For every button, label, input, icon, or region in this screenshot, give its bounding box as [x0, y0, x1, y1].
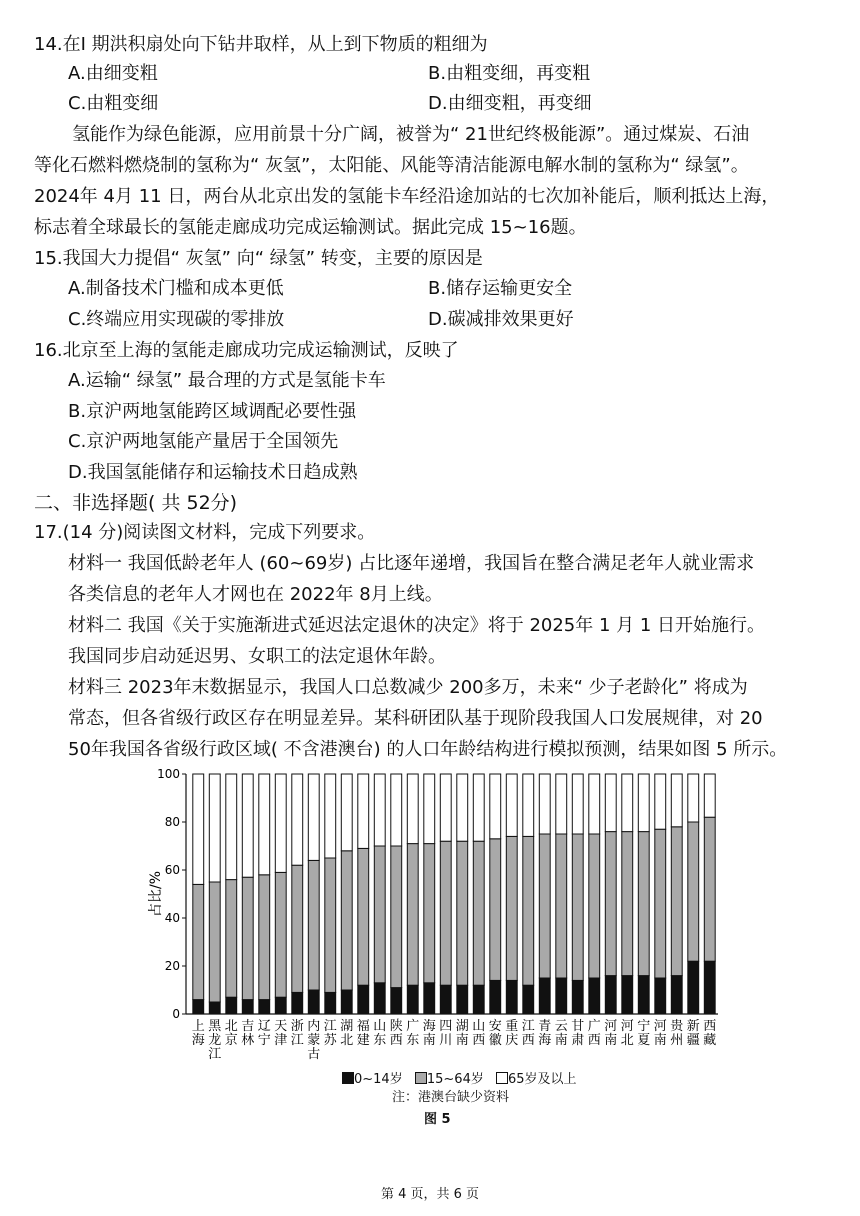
x-tick-label: 藏 [703, 1033, 717, 1048]
bar-segment-0-14 [556, 978, 567, 1014]
bar-segment-65-plus [374, 774, 385, 846]
passage-line-1: 氢能作为绿色能源，应用前景十分广阔，被誉为“ 21世纪终极能源”。通过煤炭、石油 [72, 124, 750, 145]
y-tick-label: 60 [164, 863, 180, 877]
bar-segment-0-14 [490, 980, 501, 1014]
x-tick-label: 青 [538, 1019, 552, 1034]
bar-segment-65-plus [605, 774, 616, 832]
x-tick-label: 海 [191, 1033, 205, 1048]
bar-segment-0-14 [589, 978, 600, 1014]
bar-segment-0-14 [539, 978, 550, 1014]
bar-segment-15-64 [440, 841, 451, 985]
y-tick-label: 100 [157, 767, 180, 781]
x-tick-label: 河 [620, 1019, 634, 1034]
bar-segment-0-14 [259, 1000, 270, 1014]
bar-segment-65-plus [275, 774, 286, 872]
x-tick-label: 疆 [686, 1033, 700, 1048]
y-tick-label: 80 [164, 815, 180, 829]
passage-line-4: 标志着全球最长的氢能走廊成功完成运输测试。据此完成 15~16题。 [34, 217, 587, 238]
x-tick-label: 山 [373, 1019, 387, 1034]
bar-segment-0-14 [440, 985, 451, 1014]
x-tick-label: 吉 [241, 1019, 255, 1034]
x-tick-label: 西 [389, 1033, 403, 1048]
bar-segment-15-64 [539, 834, 550, 978]
bar-segment-65-plus [308, 774, 319, 860]
y-tick-label: 0 [172, 1007, 180, 1021]
x-tick-label: 甘 [571, 1019, 585, 1034]
q17-material-line-6: 常态，但各省级行政区存在明显差异。某科研团队基于现阶段我国人口发展规律，对 20 [68, 708, 763, 729]
bar-segment-65-plus [490, 774, 501, 839]
bar-segment-0-14 [374, 983, 385, 1014]
x-tick-label: 西 [587, 1033, 601, 1048]
bar-segment-0-14 [209, 1002, 220, 1014]
bar-segment-0-14 [308, 990, 319, 1014]
bar-segment-15-64 [226, 880, 237, 998]
bar-segment-15-64 [341, 851, 352, 990]
bar-segment-65-plus [473, 774, 484, 841]
bar-segment-65-plus [589, 774, 600, 834]
bar-segment-0-14 [407, 985, 418, 1014]
q16-stem: 16.北京至上海的氢能走廊成功完成运输测试，反映了 [34, 340, 459, 361]
x-tick-label: 北 [224, 1019, 238, 1034]
bar-segment-65-plus [506, 774, 517, 836]
x-tick-label: 州 [670, 1033, 684, 1048]
bar-segment-15-64 [242, 877, 253, 999]
bar-segment-0-14 [622, 976, 633, 1014]
bar-segment-0-14 [688, 961, 699, 1014]
bar-segment-65-plus [572, 774, 583, 834]
legend-swatch-0-14 [342, 1072, 354, 1084]
x-tick-label: 湖 [340, 1019, 354, 1034]
x-tick-label: 福 [356, 1019, 370, 1034]
bar-segment-15-64 [622, 832, 633, 976]
x-tick-label: 龙 [208, 1033, 222, 1048]
x-tick-label: 湖 [455, 1019, 469, 1034]
bar-segment-65-plus [391, 774, 402, 846]
x-tick-label: 西 [703, 1019, 717, 1034]
bar-segment-0-14 [193, 1000, 204, 1014]
legend-label-15-64: 15~64岁 [426, 1072, 484, 1087]
chart-legend [342, 1068, 577, 1087]
bar-segment-0-14 [655, 978, 666, 1014]
bar-segment-0-14 [638, 976, 649, 1014]
q16-option-c: C.京沪两地氢能产量居于全国领先 [68, 431, 339, 452]
x-tick-label: 江 [208, 1047, 222, 1062]
passage-line-2: 等化石燃料燃烧制的氢称为“ 灰氢”，太阳能、风能等清洁能源电解水制的氢称为“ 绿氢”。 [34, 155, 749, 176]
bar-segment-0-14 [275, 997, 286, 1014]
q17-material-line-7: 50年我国各省级行政区域( 不含港澳台) 的人口年龄结构进行模拟预测，结果如图 5 所示。 [68, 739, 788, 760]
q15-option-d: D.碳减排效果更好 [428, 309, 574, 330]
bar-segment-15-64 [556, 834, 567, 978]
x-tick-label: 徽 [488, 1033, 502, 1048]
y-tick-label: 20 [164, 959, 180, 973]
chart-note: 注：港澳台缺少资料 [392, 1090, 510, 1105]
bar-segment-65-plus [523, 774, 534, 836]
bar-segment-0-14 [704, 961, 715, 1014]
x-tick-label: 山 [472, 1019, 486, 1034]
bar-segment-0-14 [572, 980, 583, 1014]
bar-segment-15-64 [688, 822, 699, 961]
bar-segment-65-plus [325, 774, 336, 858]
bar-segment-65-plus [193, 774, 204, 884]
x-tick-label: 浙 [290, 1019, 304, 1034]
bar-segment-15-64 [275, 872, 286, 997]
bar-segment-15-64 [424, 844, 435, 983]
bar-segment-65-plus [539, 774, 550, 834]
bar-segment-65-plus [242, 774, 253, 877]
x-tick-label: 北 [620, 1033, 634, 1048]
bar-segment-65-plus [622, 774, 633, 832]
x-tick-label: 云 [554, 1019, 568, 1034]
bar-segment-0-14 [242, 1000, 253, 1014]
x-tick-label: 海 [422, 1019, 436, 1034]
x-tick-label: 贵 [670, 1019, 684, 1034]
bar-segment-15-64 [671, 827, 682, 976]
q15-option-b: B.储存运输更安全 [428, 278, 573, 299]
bar-segment-15-64 [325, 858, 336, 992]
x-tick-label: 苏 [323, 1033, 337, 1048]
bar-segment-0-14 [671, 976, 682, 1014]
x-tick-label: 安 [488, 1019, 502, 1034]
q16-option-d: D.我国氢能储存和运输技术日趋成熟 [68, 462, 358, 483]
bar-segment-15-64 [407, 844, 418, 986]
bar-segment-65-plus [209, 774, 220, 882]
page-footer: 第 4 页，共 6 页 [380, 1187, 480, 1202]
bar-segment-15-64 [391, 846, 402, 988]
q14-option-d: D.由细变粗，再变细 [428, 93, 592, 114]
x-tick-label: 东 [373, 1033, 387, 1048]
bar-segment-15-64 [358, 848, 369, 985]
q15-stem: 15.我国大力提倡“ 灰氢” 向“ 绿氢” 转变，主要的原因是 [34, 248, 483, 269]
x-tick-label: 天 [274, 1019, 288, 1034]
x-tick-label: 南 [604, 1033, 618, 1048]
x-tick-label: 建 [356, 1033, 370, 1048]
y-tick-label: 40 [164, 911, 180, 925]
q17-material-line-3: 材料二 我国《关于实施渐进式延迟法定退休的决定》将于 2025年 1 月 1 日开始施行。 [68, 615, 766, 636]
q14-option-c: C.由粗变细 [68, 93, 159, 114]
bar-segment-15-64 [292, 865, 303, 992]
x-tick-label: 南 [653, 1033, 667, 1048]
bar-segment-65-plus [358, 774, 369, 848]
legend-swatch-15-64 [415, 1072, 427, 1084]
q14-option-a: A.由细变粗 [68, 63, 158, 84]
x-tick-label: 宁 [637, 1019, 651, 1034]
bar-segment-0-14 [341, 990, 352, 1014]
q17-material-line-4: 我国同步启动延迟男、女职工的法定退休年龄。 [68, 646, 446, 667]
bar-segment-15-64 [259, 875, 270, 1000]
bar-segment-15-64 [572, 834, 583, 980]
bar-segment-0-14 [325, 992, 336, 1014]
x-tick-label: 江 [323, 1019, 337, 1034]
bar-segment-0-14 [292, 992, 303, 1014]
q15-option-c: C.终端应用实现碳的零排放 [68, 309, 285, 330]
bar-segment-65-plus [424, 774, 435, 844]
x-tick-label: 四 [439, 1019, 453, 1034]
bar-segment-15-64 [704, 817, 715, 961]
bar-segment-15-64 [589, 834, 600, 978]
x-tick-label: 蒙 [307, 1033, 321, 1048]
legend-label-65-plus: 65岁及以上 [507, 1072, 577, 1087]
bar-segment-15-64 [638, 832, 649, 976]
x-tick-label: 北 [340, 1033, 354, 1048]
x-tick-label: 西 [472, 1033, 486, 1048]
x-tick-label: 南 [455, 1033, 469, 1048]
bar-segment-15-64 [457, 841, 468, 985]
bar-segment-65-plus [226, 774, 237, 880]
x-tick-label: 津 [274, 1033, 288, 1048]
x-tick-label: 广 [406, 1019, 420, 1034]
bar-segment-0-14 [605, 976, 616, 1014]
bar-segment-15-64 [308, 860, 319, 990]
section-heading: 二、非选择题( 共 52分) [34, 492, 238, 514]
bar-segment-15-64 [605, 832, 616, 976]
x-tick-label: 京 [224, 1033, 238, 1048]
q15-option-a: A.制备技术门槛和成本更低 [68, 278, 284, 299]
x-tick-label: 河 [604, 1019, 618, 1034]
bar-segment-0-14 [457, 985, 468, 1014]
bar-segment-65-plus [704, 774, 715, 817]
x-tick-label: 林 [241, 1033, 255, 1048]
bar-segment-0-14 [358, 985, 369, 1014]
q17-material-line-2: 各类信息的老年人才网也在 2022年 8月上线。 [68, 584, 443, 605]
x-tick-label: 肃 [571, 1033, 585, 1048]
x-tick-label: 上 [191, 1019, 205, 1034]
x-tick-label: 新 [686, 1019, 700, 1034]
bar-segment-65-plus [556, 774, 567, 834]
q16-option-a: A.运输“ 绿氢” 最合理的方式是氢能卡车 [68, 370, 386, 391]
x-tick-label: 内 [307, 1019, 321, 1034]
bar-segment-65-plus [440, 774, 451, 841]
x-tick-label: 江 [290, 1033, 304, 1048]
x-tick-label: 广 [587, 1019, 601, 1034]
x-tick-label: 庆 [505, 1033, 519, 1048]
legend-swatch-65-plus [496, 1072, 508, 1084]
bar-segment-0-14 [391, 988, 402, 1014]
bar-segment-65-plus [407, 774, 418, 844]
bar-segment-65-plus [671, 774, 682, 827]
bar-segment-65-plus [688, 774, 699, 822]
bar-segment-0-14 [523, 985, 534, 1014]
bar-segment-0-14 [506, 980, 517, 1014]
bar-segment-15-64 [209, 882, 220, 1002]
x-tick-label: 黑 [208, 1019, 222, 1034]
bar-segment-65-plus [341, 774, 352, 851]
bar-segment-65-plus [638, 774, 649, 832]
bar-segment-15-64 [193, 884, 204, 999]
bar-segment-15-64 [374, 846, 385, 983]
x-tick-label: 南 [554, 1033, 568, 1048]
x-tick-label: 江 [521, 1019, 535, 1034]
bar-segment-15-64 [655, 829, 666, 978]
legend-label-0-14: 0~14岁 [354, 1072, 403, 1087]
x-tick-label: 陕 [389, 1019, 403, 1034]
x-tick-label: 海 [538, 1033, 552, 1048]
bar-segment-0-14 [424, 983, 435, 1014]
q14-option-b: B.由粗变细，再变粗 [428, 63, 591, 84]
x-tick-label: 东 [406, 1033, 420, 1048]
bar-segment-15-64 [473, 841, 484, 985]
bar-segment-0-14 [473, 985, 484, 1014]
q16-option-b: B.京沪两地氢能跨区域调配必要性强 [68, 401, 357, 422]
passage-line-3: 2024年 4月 11 日，两台从北京出发的氢能卡车经沿途加站的七次加补能后，顺利抵达上海， [34, 186, 780, 207]
q17-material-line-1: 材料一 我国低龄老年人 (60~69岁) 占比逐年递增，我国旨在整合满足老年人就业需求 [68, 553, 755, 574]
x-tick-label: 辽 [257, 1019, 271, 1034]
q14-stem: 14.在Ⅰ 期洪积扇处向下钻井取样，从上到下物质的粗细为 [34, 34, 488, 55]
bar-segment-65-plus [655, 774, 666, 829]
bar-segment-65-plus [457, 774, 468, 841]
bar-segment-15-64 [506, 836, 517, 980]
x-tick-label: 西 [521, 1033, 535, 1048]
x-tick-label: 夏 [637, 1033, 651, 1048]
bar-segment-15-64 [523, 836, 534, 985]
x-tick-label: 川 [439, 1033, 453, 1048]
q17-material-line-5: 材料三 2023年末数据显示，我国人口总数减少 200多万，未来“ 少子老龄化” 将成为 [68, 677, 748, 698]
x-tick-label: 宁 [257, 1033, 271, 1048]
figure-label: 图 5 [424, 1112, 451, 1127]
bar-segment-0-14 [226, 997, 237, 1014]
y-axis-label: 占比/% [148, 870, 164, 918]
x-tick-label: 重 [505, 1019, 519, 1034]
bar-segment-65-plus [292, 774, 303, 865]
q17-stem: 17.(14 分)阅读图文材料，完成下列要求。 [34, 522, 376, 543]
bar-segment-65-plus [259, 774, 270, 875]
x-tick-label: 河 [653, 1019, 667, 1034]
bar-segment-15-64 [490, 839, 501, 981]
x-tick-label: 南 [422, 1033, 436, 1048]
x-tick-label: 古 [307, 1047, 321, 1062]
